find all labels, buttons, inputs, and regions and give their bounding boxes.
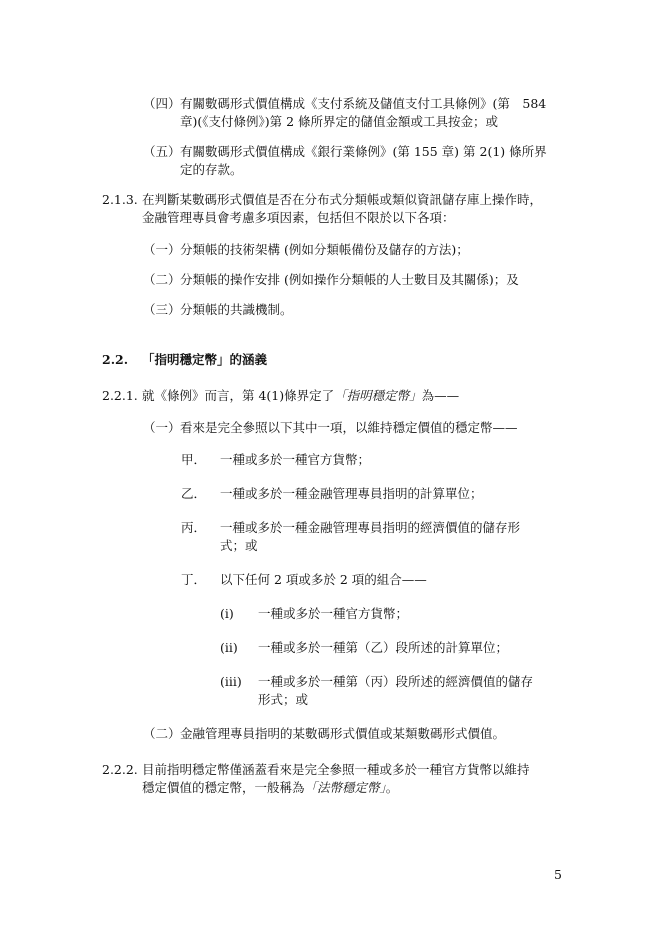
item-5-line-1: 有關數碼形式價值構成《銀行業條例》(第 155 章) 第 2(1) 條所界 [180,144,547,159]
section-2-1-3-number: 2.1.3. [102,192,138,207]
roman-i-text: 一種或多於一種官方貨幣； [258,606,409,621]
section-2-2-title: 「指明穩定幣」的涵義 [142,352,268,367]
subitem-yi-number: 乙． [181,486,207,501]
subitem-jia-number: 甲． [181,452,207,467]
section-2-2-1-number: 2.2.1. [102,388,138,403]
section-2-1-3-item-3-number: （三） [143,302,181,317]
item-4-line-2: 章)(《支付條例》)第 2 條所界定的儲值金額或工具按金；或 [180,114,499,129]
section-2-2-1-item-1-text: 看來是完全參照以下其中一項，以維持穩定價值的穩定幣—— [180,420,518,435]
section-2-2-1-item-2-text: 金融管理專員指明的某數碼形式價值或某類數碼形式價值。 [180,726,506,741]
section-2-2-2-line-2-post: 。 [385,780,399,795]
roman-iii-number: (iii) [220,674,242,689]
defined-term-fiat-referenced-stablecoin: 「法幣穩定幣」 [304,780,386,795]
item-5-number: （五） [143,144,181,159]
subitem-bing-line-2: 式；或 [220,538,258,553]
subitem-ding-number: 丁． [181,572,207,587]
section-2-2-1-item-1-number: （一） [143,420,181,435]
roman-ii-number: (ii) [220,640,238,655]
section-2-2-1-pre: 就《條例》而言，第 4(1)條界定了 [142,388,335,403]
section-2-1-3-item-1-number: （一） [143,242,181,257]
section-2-2-1-post: 為—— [421,388,460,403]
section-2-1-3-line-1: 在判斷某數碼形式價值是否在分布式分類帳或類似資訊儲存庫上操作時， [142,192,543,207]
defined-term-specified-stablecoin: 「指明穩定幣」 [334,388,422,403]
item-4-number: （四） [143,96,181,111]
item-4-line-1: 有關數碼形式價值構成《支付系統及儲值支付工具條例》(第 584 [180,96,547,111]
roman-i-number: (i) [220,606,234,621]
section-2-1-3-item-1-text: 分類帳的技術架構 (例如分類帳備份及儲存的方法)； [180,242,469,257]
section-2-2-2-line-2-pre: 穩定價值的穩定幣，一般稱為 [142,780,305,795]
roman-iii-line-2: 形式；或 [258,692,309,707]
subitem-jia-text: 一種或多於一種官方貨幣； [220,452,371,467]
section-2-1-3-item-3-text: 分類帳的共識機制。 [180,302,293,317]
subitem-bing-number: 丙． [181,520,207,535]
section-2-1-3-item-2-number: （二） [143,272,181,287]
subitem-ding-text: 以下任何 2 項或多於 2 項的組合—— [220,572,427,587]
item-5-line-2: 定的存款。 [180,162,243,177]
section-2-2-2-number: 2.2.2. [102,762,138,777]
section-2-2-2-line-2 [142,779,398,797]
section-2-1-3-item-2-text: 分類帳的操作安排 (例如操作分類帳的人士數目及其關係)；及 [180,272,519,287]
roman-ii-text: 一種或多於一種第（乙）段所述的計算單位； [258,640,509,655]
subitem-bing-line-1: 一種或多於一種金融管理專員指明的經濟價值的儲存形 [220,520,521,535]
roman-iii-line-1: 一種或多於一種第（丙）段所述的經濟價值的儲存 [258,674,534,689]
page-number: 5 [554,867,562,882]
subitem-yi-text: 一種或多於一種金融管理專員指明的計算單位； [220,486,483,501]
section-2-2-number: 2.2. [102,352,129,367]
section-2-1-3-line-2: 金融管理專員會考慮多項因素，包括但不限於以下各項： [142,210,455,225]
section-2-2-1-line [142,387,459,405]
section-2-2-1-item-2-number: （二） [143,726,181,741]
section-2-2-2-line-1: 目前指明穩定幣僅涵蓋看來是完全參照一種或多於一種官方貨幣以維持 [142,762,530,777]
